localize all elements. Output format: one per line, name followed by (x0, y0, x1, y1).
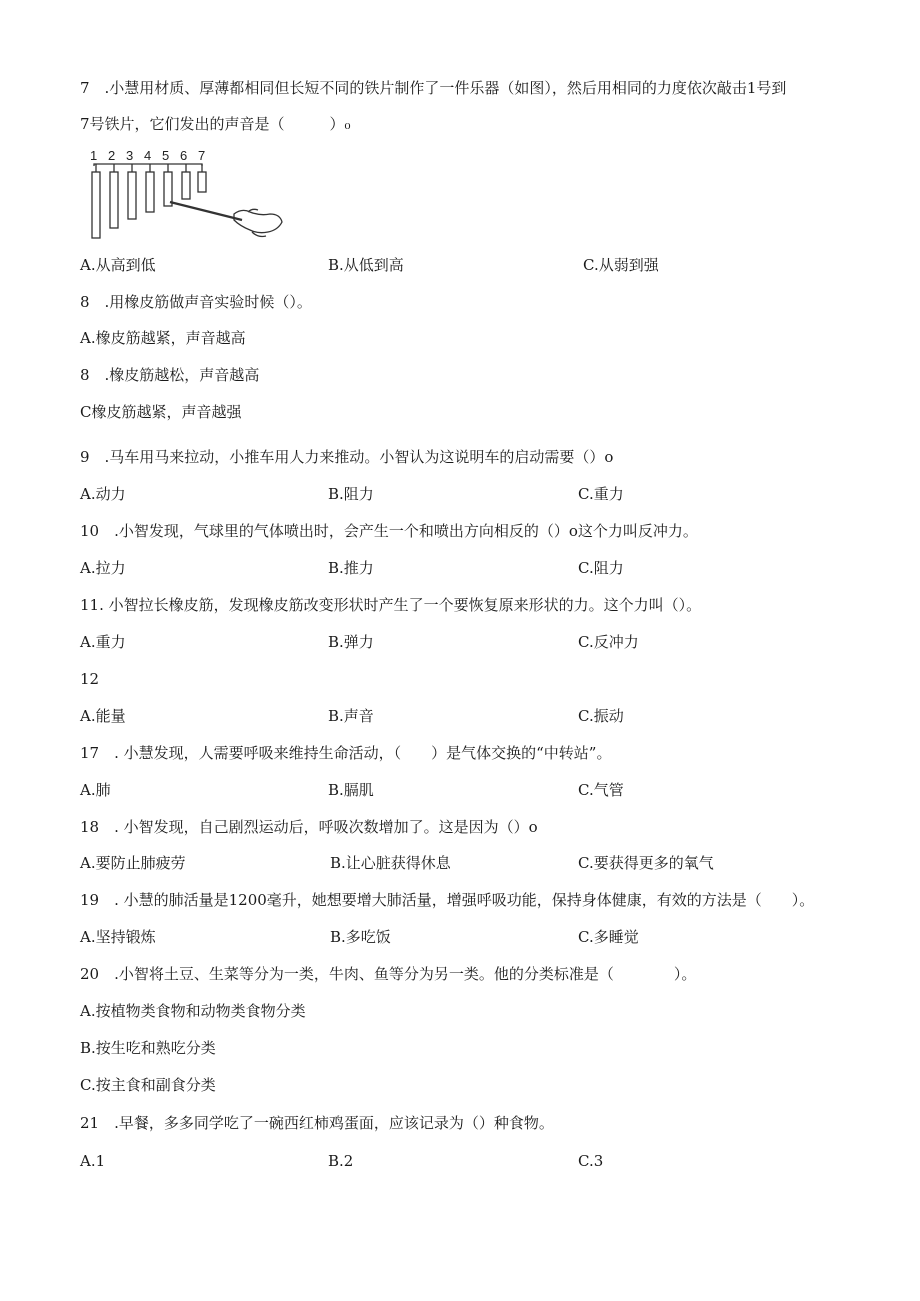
q19-option-c[interactable]: C.多睡觉 (578, 928, 639, 946)
metal-bar-3 (128, 172, 136, 219)
q7-option-a[interactable]: A.从高到低 (80, 256, 156, 274)
q21-option-c[interactable]: C.3 (578, 1152, 604, 1170)
bar-label-1: 1 (90, 148, 98, 163)
bar-label-7: 7 (198, 148, 206, 163)
q18-option-b[interactable]: B.让心脏获得休息 (330, 854, 451, 872)
q12-option-a[interactable]: A.能量 (80, 707, 126, 725)
q19-option-b[interactable]: B.多吃饭 (330, 928, 391, 946)
q7-options (80, 255, 840, 275)
q11-option-b[interactable]: B.弹力 (328, 633, 374, 651)
q20-option-a[interactable]: A.按植物类食物和动物类食物分类 (80, 1002, 306, 1020)
q21-stem: 21 .早餐，多多同学吃了一碗西红柿鸡蛋面，应该记录为（）种食物。 (80, 1114, 554, 1132)
q11-options (80, 632, 840, 652)
q9-option-c[interactable]: C.重力 (578, 485, 624, 503)
q17-option-b[interactable]: B.膈肌 (328, 781, 374, 799)
q21-option-a[interactable]: A.1 (80, 1152, 106, 1170)
metal-bar-4 (146, 172, 154, 212)
q7-option-b[interactable]: B.从低到高 (328, 256, 404, 274)
q9-stem: 9 .马车用马来拉动，小推车用人力来推动。小智认为这说明车的启动需要（）o (80, 448, 614, 466)
q10-option-a[interactable]: A.拉力 (80, 559, 126, 577)
q10-options (80, 558, 840, 578)
bar-label-2: 2 (108, 148, 116, 163)
q18-option-c[interactable]: C.要获得更多的氧气 (578, 854, 714, 872)
q10-stem: 10 .小智发现，气球里的气体喷出时，会产生一个和喷出方向相反的（）o这个力叫反冲力。 (80, 522, 698, 540)
q17-options (80, 780, 840, 800)
q18-options (80, 853, 840, 873)
metal-bar-2 (110, 172, 118, 228)
q8-option-a[interactable]: A.橡皮筋越紧，声音越高 (80, 329, 246, 347)
bar-label-5: 5 (162, 148, 170, 163)
bar-label-3: 3 (126, 148, 134, 163)
hand-drawing (234, 209, 282, 236)
q7-stem-line1: 7 .小慧用材质、厚薄都相同但长短不同的铁片制作了一件乐器（如图），然后用相同的力度依次敲击1号到 (80, 79, 787, 97)
q21-option-b[interactable]: B.2 (328, 1152, 354, 1170)
q7-option-c[interactable]: C.从弱到强 (583, 256, 659, 274)
q12-option-b[interactable]: B.声音 (328, 707, 374, 725)
q19-option-a[interactable]: A.坚持锻炼 (80, 928, 156, 946)
q19-stem: 19 . 小慧的肺活量是1200毫升，她想要增大肺活量，增强呼吸功能，保持身体健康，有效的方法是（ ）。 (80, 891, 815, 909)
q11-option-c[interactable]: C.反冲力 (578, 633, 639, 651)
metal-bar-1 (92, 172, 100, 238)
striking-stick (170, 202, 242, 220)
q17-stem: 17 . 小慧发现，人需要呼吸来维持生命活动，（ ）是气体交换的“中转站”。 (80, 744, 612, 762)
bar-label-6: 6 (180, 148, 188, 163)
q10-option-b[interactable]: B.推力 (328, 559, 374, 577)
q20-option-c[interactable]: C.按主食和副食分类 (80, 1076, 216, 1094)
q17-option-a[interactable]: A.肺 (80, 781, 111, 799)
q8-stem: 8 .用橡皮筋做声音实验时候（）。 (80, 293, 312, 311)
q19-options (80, 927, 840, 947)
q12-options (80, 706, 840, 726)
metal-bar-7 (198, 172, 206, 192)
q12-option-c[interactable]: C.振动 (578, 707, 624, 725)
q8-option-c[interactable]: C橡皮筋越紧，声音越强 (80, 403, 242, 421)
q7-stem-line2: 7号铁片，它们发出的声音是（ ）₀ (80, 115, 351, 133)
q9-option-a[interactable]: A.动力 (80, 485, 126, 503)
q18-stem: 18 . 小智发现，自己剧烈运动后，呼吸次数增加了。这是因为（）o (80, 818, 538, 836)
q21-options (80, 1151, 840, 1171)
metal-bar-instrument-figure (84, 148, 284, 244)
q20-stem: 20 .小智将土豆、生菜等分为一类，牛肉、鱼等分为另一类。他的分类标准是（ ）。 (80, 965, 697, 983)
q10-option-c[interactable]: C.阻力 (578, 559, 624, 577)
q8-option-b[interactable]: 8 .橡皮筋越松，声音越高 (80, 366, 260, 384)
q17-option-c[interactable]: C.气管 (578, 781, 624, 799)
q11-stem: 11. 小智拉长橡皮筋，发现橡皮筋改变形状时产生了一个要恢复原来形状的力。这个力叫（）。 (80, 596, 702, 614)
q9-options (80, 484, 840, 504)
q20-option-b[interactable]: B.按生吃和熟吃分类 (80, 1039, 216, 1057)
metal-bar-5 (164, 172, 172, 206)
q18-option-a[interactable]: A.要防止肺疲劳 (80, 854, 186, 872)
q9-option-b[interactable]: B.阻力 (328, 485, 374, 503)
q12-stem: 12 (80, 670, 100, 688)
bar-label-4: 4 (144, 148, 152, 163)
metal-bar-6 (182, 172, 190, 199)
q11-option-a[interactable]: A.重力 (80, 633, 126, 651)
